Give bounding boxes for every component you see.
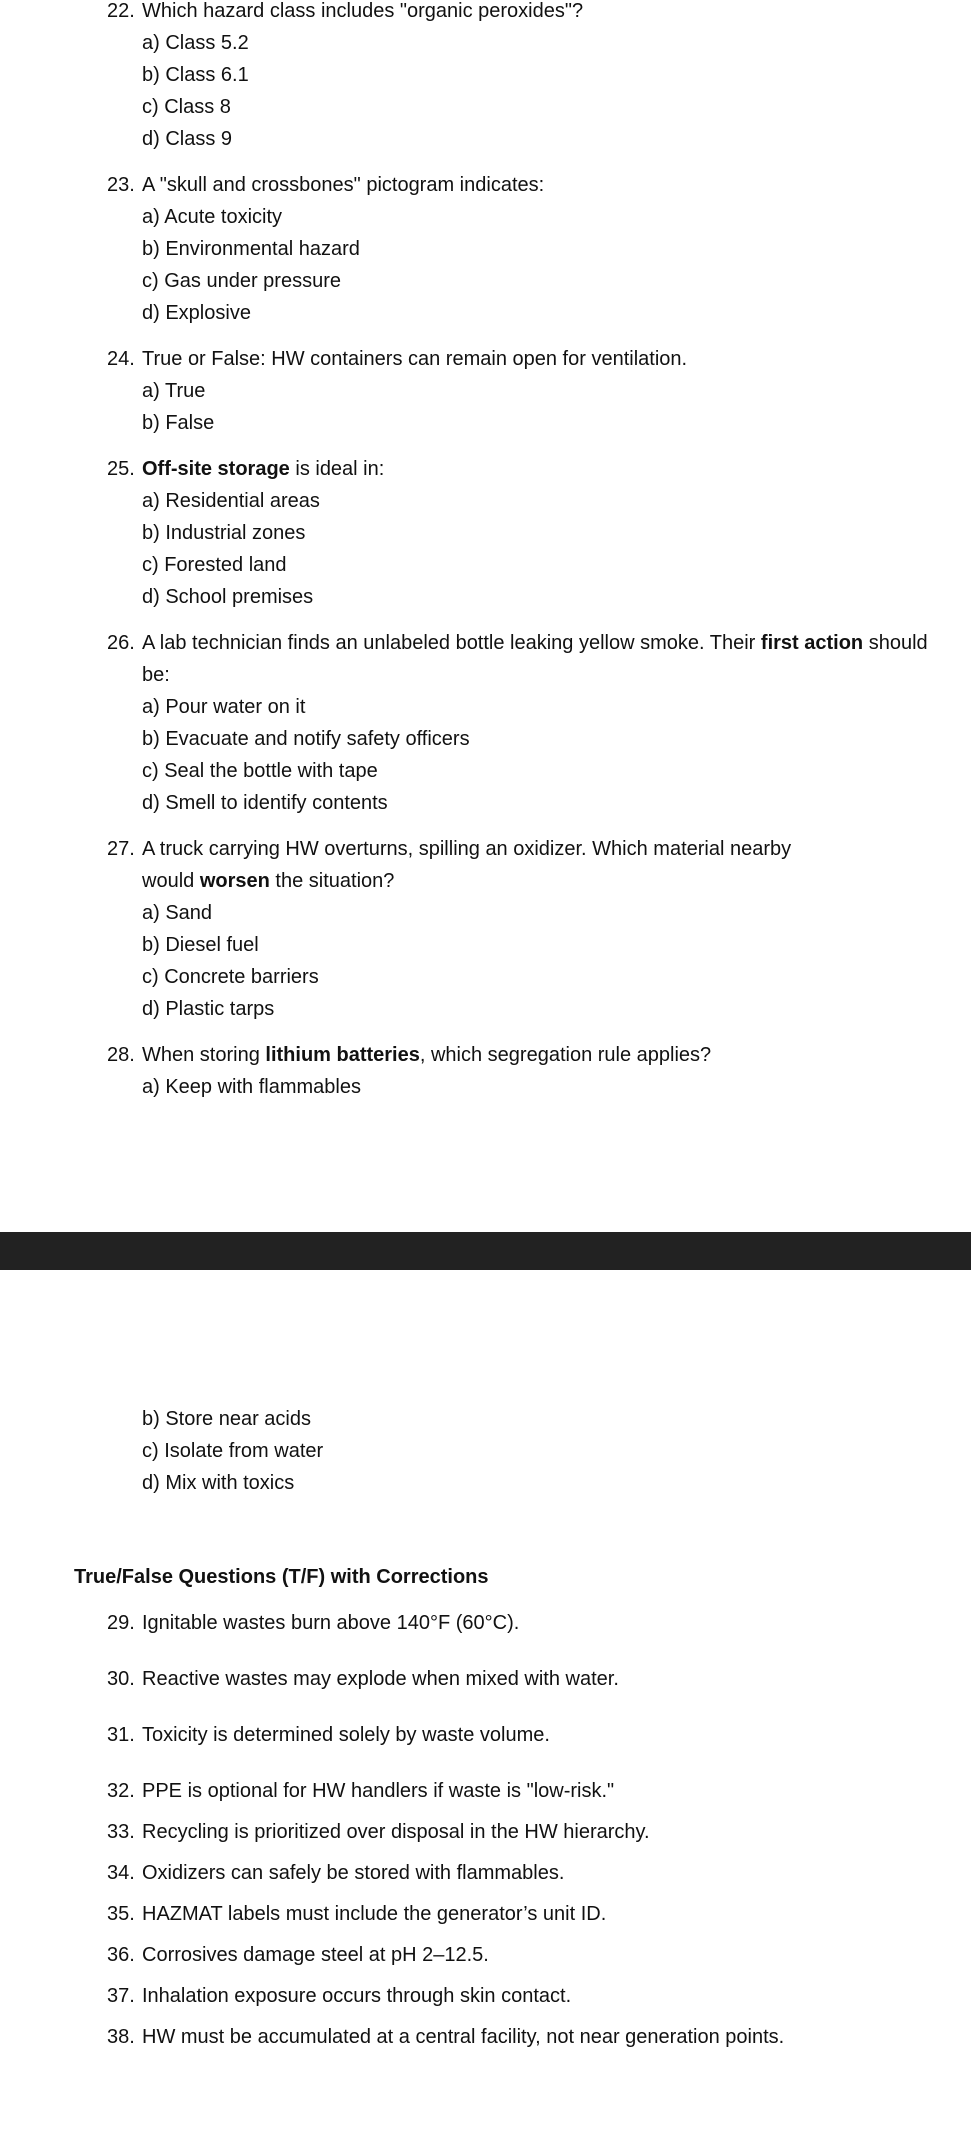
- option-b: b) Evacuate and notify safety officers: [142, 728, 470, 750]
- tf-question-37: [107, 1980, 957, 2012]
- question-stem-end: , which segregation rule applies?: [419, 1044, 712, 1066]
- question-stem: would: [142, 870, 200, 892]
- tf-question-38: [107, 2021, 957, 2053]
- option-c: c) Gas under pressure: [142, 270, 341, 292]
- option-c: c) Concrete barriers: [142, 966, 319, 988]
- question-24: [107, 343, 957, 375]
- question-27-stem-line2: [142, 865, 394, 897]
- question-number: 30.: [107, 1668, 135, 1690]
- question-stem: is ideal in:: [289, 458, 385, 480]
- question-stem: When storing: [142, 1044, 266, 1066]
- option-c: c) Class 8: [142, 96, 231, 118]
- question-number: 32.: [107, 1780, 135, 1802]
- question-number: 26.: [107, 632, 135, 654]
- tf-text: PPE is optional for HW handlers if waste is "low-risk.": [142, 1780, 615, 1802]
- option-d: d) Class 9: [142, 128, 233, 150]
- question-number: 34.: [107, 1862, 135, 1884]
- question-number: 25.: [107, 458, 135, 480]
- question-stem-bold: first action: [760, 632, 864, 654]
- question-23: [107, 169, 957, 201]
- option-a: a) Sand: [142, 902, 213, 924]
- question-stem-end: should be:: [142, 632, 928, 686]
- question-stem-bold: worsen: [199, 870, 270, 892]
- option-d: d) Mix with toxics: [142, 1472, 295, 1494]
- option-a: a) Pour water on it: [142, 696, 306, 718]
- option-b: b) Environmental hazard: [142, 238, 360, 260]
- question-number: 35.: [107, 1903, 135, 1925]
- option-c: c) Forested land: [142, 554, 287, 576]
- question-stem-end: the situation?: [269, 870, 395, 892]
- option-a: a) True: [142, 380, 206, 402]
- option-d: d) Smell to identify contents: [142, 792, 388, 814]
- question-stem-bold: lithium batteries: [265, 1044, 420, 1066]
- question-28: [107, 1039, 957, 1071]
- tf-text: Toxicity is determined solely by waste volume.: [142, 1724, 550, 1746]
- tf-text: Ignitable wastes burn above 140°F (60°C).: [142, 1612, 520, 1634]
- page-break-bar: [0, 1232, 971, 1270]
- question-22: [107, 0, 957, 27]
- question-number: 31.: [107, 1724, 135, 1746]
- option-d: d) Plastic tarps: [142, 998, 275, 1020]
- tf-question-34: [107, 1857, 957, 1889]
- option-b: b) Diesel fuel: [142, 934, 259, 956]
- option-a: a) Class 5.2: [142, 32, 249, 54]
- question-stem: True or False: HW containers can remain open for ventilation.: [142, 348, 688, 370]
- question-number: 36.: [107, 1944, 135, 1966]
- question-number: 33.: [107, 1821, 135, 1843]
- question-number: 27.: [107, 838, 135, 860]
- option-c: c) Isolate from water: [142, 1440, 324, 1462]
- tf-text: Inhalation exposure occurs through skin contact.: [142, 1985, 572, 2007]
- option-b: b) False: [142, 412, 215, 434]
- option-a: a) Residential areas: [142, 490, 320, 512]
- question-25: [107, 453, 957, 485]
- question-stem: A lab technician finds an unlabeled bottle leaking yellow smoke. Their: [142, 632, 761, 654]
- question-27: [107, 833, 957, 865]
- option-d: d) School premises: [142, 586, 314, 608]
- tf-text: Oxidizers can safely be stored with flammables.: [142, 1862, 565, 1884]
- option-b: b) Class 6.1: [142, 64, 249, 86]
- tf-text: Recycling is prioritized over disposal in the HW hierarchy.: [142, 1821, 650, 1843]
- option-c: c) Seal the bottle with tape: [142, 760, 378, 782]
- question-stem: A "skull and crossbones" pictogram indicates:: [142, 174, 545, 196]
- question-stem: Which hazard class includes "organic peroxides"?: [142, 0, 584, 22]
- question-26: [107, 627, 957, 686]
- tf-text: HAZMAT labels must include the generator’s unit ID.: [142, 1903, 607, 1925]
- tf-question-36: [107, 1939, 957, 1971]
- option-b: b) Store near acids: [142, 1408, 311, 1430]
- option-d: d) Explosive: [142, 302, 251, 324]
- question-number: 38.: [107, 2026, 135, 2048]
- tf-question-30: [107, 1663, 957, 1695]
- question-number: 23.: [107, 174, 135, 196]
- tf-text: Corrosives damage steel at pH 2–12.5.: [142, 1944, 489, 1966]
- tf-question-32: [107, 1775, 957, 1807]
- tf-question-35: [107, 1898, 957, 1930]
- question-number: 22.: [107, 0, 135, 22]
- tf-question-29: [107, 1607, 957, 1639]
- question-number: 24.: [107, 348, 135, 370]
- tf-text: Reactive wastes may explode when mixed with water.: [142, 1668, 619, 1690]
- document-page-lower: [0, 1270, 971, 2154]
- tf-question-33: [107, 1816, 957, 1848]
- question-number: 28.: [107, 1044, 135, 1066]
- section-title: True/False Questions (T/F) with Corrections: [74, 1566, 489, 1588]
- question-number: 29.: [107, 1612, 135, 1634]
- question-stem: A truck carrying HW overturns, spilling an oxidizer. Which material nearby: [142, 838, 792, 860]
- tf-question-31: [107, 1719, 957, 1751]
- option-b: b) Industrial zones: [142, 522, 306, 544]
- question-stem-bold: Off-site storage: [142, 458, 290, 480]
- option-a: a) Acute toxicity: [142, 206, 283, 228]
- tf-text: HW must be accumulated at a central facility, not near generation points.: [142, 2026, 785, 2048]
- option-a: a) Keep with flammables: [142, 1076, 361, 1098]
- question-number: 37.: [107, 1985, 135, 2007]
